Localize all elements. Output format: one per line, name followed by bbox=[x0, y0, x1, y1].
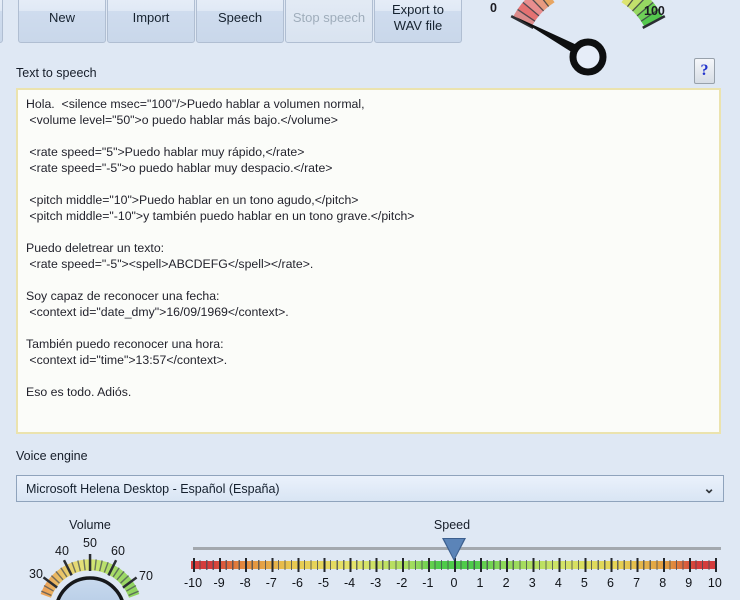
speed-tick-label: -9 bbox=[213, 576, 225, 590]
voice-engine-select[interactable] bbox=[16, 475, 724, 502]
gauge-min-label: 0 bbox=[490, 1, 497, 15]
gauge-needle-hub bbox=[573, 42, 603, 72]
speed-tick-label: 0 bbox=[450, 576, 458, 590]
speed-tick-labels bbox=[180, 576, 728, 590]
speed-tick-label: -4 bbox=[344, 576, 356, 590]
volume-tick-label: 60 bbox=[111, 544, 125, 558]
voice-engine-label: Voice engine bbox=[16, 449, 88, 463]
speed-tick-label: 8 bbox=[659, 576, 667, 590]
volume-knob[interactable] bbox=[0, 533, 180, 600]
volume-label: Volume bbox=[69, 518, 111, 532]
speed-slider-thumb[interactable] bbox=[444, 539, 464, 559]
speed-label: Speed bbox=[433, 518, 471, 532]
chevron-down-icon: ⌄ bbox=[703, 480, 715, 496]
gauge-max-label: 100 bbox=[644, 4, 665, 18]
toolbar-button-clipped bbox=[0, 0, 3, 43]
speed-tick-label: 4 bbox=[554, 576, 562, 590]
volume-knob-dial[interactable] bbox=[56, 578, 124, 600]
tts-section-label: Text to speech bbox=[16, 66, 97, 80]
speed-tick-label: -2 bbox=[396, 576, 408, 590]
stop-speech-button: Stop speech bbox=[285, 0, 373, 43]
speed-tick-label: -7 bbox=[265, 576, 277, 590]
export-wav-button[interactable]: Export to WAV file bbox=[374, 0, 462, 43]
speed-tick-label: -1 bbox=[422, 576, 434, 590]
voice-engine-selected-value: Microsoft Helena Desktop - Español (España) bbox=[26, 481, 280, 496]
speed-tick-label: 7 bbox=[633, 576, 641, 590]
speed-tick-label: 2 bbox=[502, 576, 510, 590]
volume-tick-label: 30 bbox=[29, 567, 43, 581]
speed-tick-label: 5 bbox=[580, 576, 588, 590]
volume-tick-label: 70 bbox=[139, 569, 153, 583]
new-button[interactable]: New bbox=[18, 0, 106, 43]
speed-tick-label: -6 bbox=[291, 576, 303, 590]
speech-button[interactable]: Speech bbox=[196, 0, 284, 43]
speed-tick-label: -3 bbox=[370, 576, 382, 590]
help-button[interactable]: ? bbox=[694, 58, 715, 84]
speed-tick-label: 10 bbox=[707, 576, 722, 590]
speed-tick-label: 9 bbox=[685, 576, 693, 590]
speed-tick-label: -5 bbox=[317, 576, 330, 590]
speed-tick-label: 1 bbox=[476, 576, 484, 590]
volume-tick-label: 40 bbox=[55, 544, 69, 558]
import-button[interactable]: Import bbox=[107, 0, 195, 43]
tts-text-input[interactable] bbox=[16, 88, 721, 434]
speed-tick-label: 6 bbox=[607, 576, 614, 590]
volume-tick-label: 50 bbox=[83, 536, 97, 550]
speed-tick-label: -8 bbox=[239, 576, 251, 590]
speed-tick-label: -10 bbox=[183, 576, 203, 590]
speed-tick-label: 3 bbox=[528, 576, 536, 590]
